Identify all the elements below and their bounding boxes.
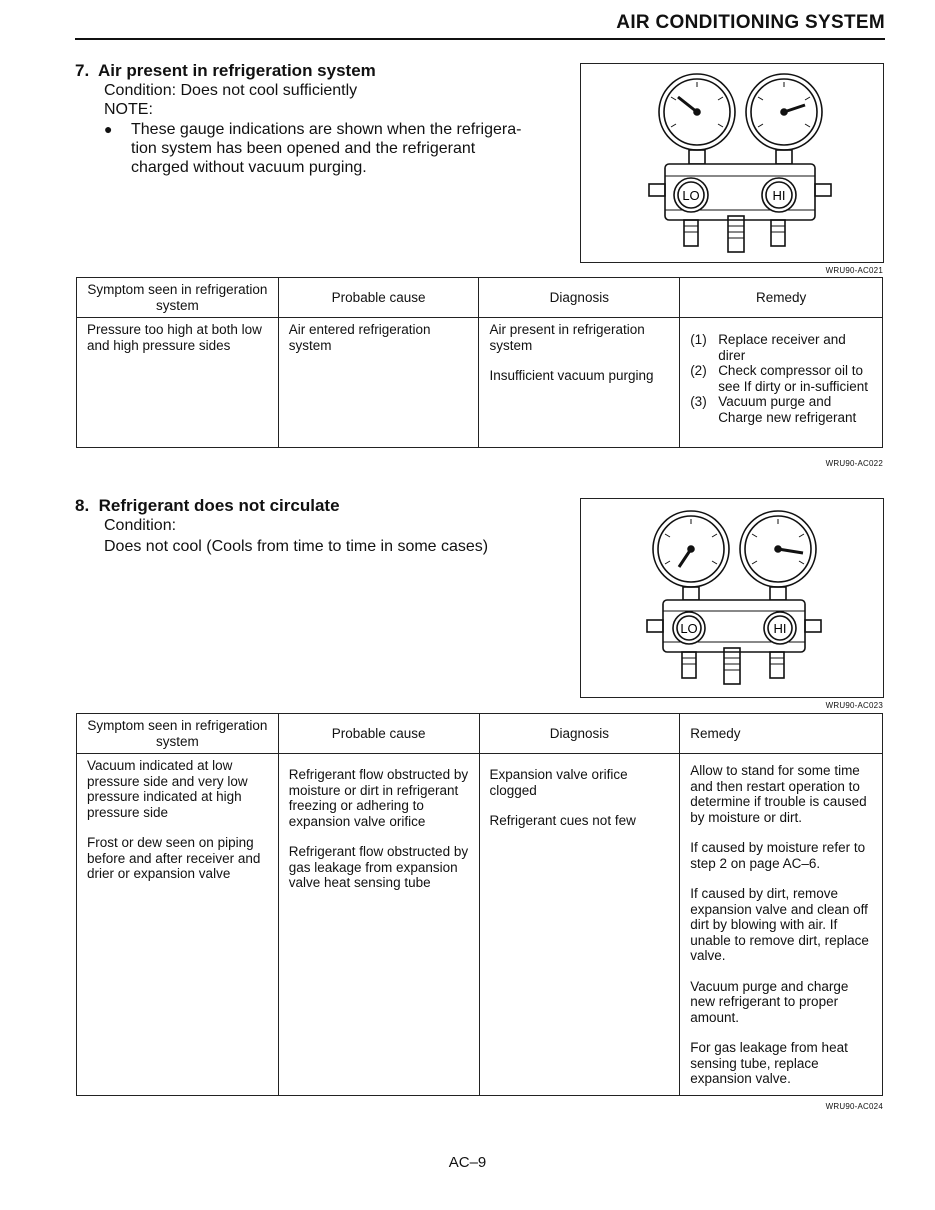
symptom-item: Frost or dew seen on piping before and after receiver and drier or expansion valve bbox=[87, 835, 261, 881]
cause-item: Refrigerant flow obstructed by moisture or dirt in refrigerant freezing or adhering to expansion valve orifice bbox=[288, 767, 469, 829]
header-remedy: Remedy bbox=[680, 278, 883, 318]
section8-condition-label: Condition: bbox=[104, 517, 177, 534]
lo-knob-label: LO bbox=[680, 621, 698, 636]
hi-knob-label: HI bbox=[773, 621, 787, 636]
remedy-item: Allow to stand for some time and then restart operation to determine if trouble is caused by moisture or dirt. bbox=[690, 763, 867, 825]
remedy-cell bbox=[680, 318, 883, 448]
diagnosis-table-2 bbox=[76, 713, 883, 1096]
diagnosis-item: Expansion valve orifice clogged bbox=[489, 767, 628, 798]
remedy-item: (2) Check compressor oil to see If dirty or in-sufficient bbox=[690, 363, 868, 394]
remedy-item: For gas leakage from heat sensing tube, replace expansion valve. bbox=[690, 1040, 848, 1086]
header-cause: Probable cause bbox=[278, 278, 479, 318]
gauge-figure-2 bbox=[580, 498, 884, 698]
header-symptom: Symptom seen in refrigeration system bbox=[77, 278, 279, 318]
header-cause: Probable cause bbox=[278, 714, 479, 754]
diagnosis-cell bbox=[479, 754, 680, 1096]
lo-knob-label: LO bbox=[682, 188, 700, 203]
remedy-item: If caused by moisture refer to step 2 on page AC–6. bbox=[690, 840, 866, 871]
table-code: WRU90-AC024 bbox=[825, 1102, 883, 1111]
cause-cell: Air entered refrigeration system bbox=[278, 318, 479, 448]
section8-heading bbox=[75, 496, 340, 516]
figure-code: WRU90-AC023 bbox=[825, 701, 883, 710]
section8-title: Refrigerant does not circulate bbox=[98, 496, 340, 515]
diagnosis-item: Air present in refrigeration system bbox=[489, 322, 645, 353]
table-header-row bbox=[77, 714, 883, 754]
gauge-figure-1 bbox=[580, 63, 884, 263]
table-row bbox=[77, 754, 883, 1096]
manifold-gauge-icon bbox=[581, 64, 883, 262]
table-row bbox=[77, 318, 883, 448]
diagnosis-cell bbox=[479, 318, 680, 448]
remedy-item: If caused by dirt, remove expansion valve and clean off dirt by blowing with air. If unable to remove dirt, replace valve. bbox=[690, 886, 869, 963]
note-line: tion system has been opened and the refrigerant bbox=[131, 140, 476, 157]
symptom-item: Vacuum indicated at low pressure side and very low pressure indicated at high pressure side bbox=[87, 758, 248, 820]
cause-cell bbox=[278, 754, 479, 1096]
table-code: WRU90-AC022 bbox=[825, 459, 883, 468]
symptom-cell bbox=[77, 754, 279, 1096]
section8-number: 8. bbox=[75, 496, 90, 515]
remedy-item: Vacuum purge and charge new refrigerant to proper amount. bbox=[690, 978, 849, 1025]
remedy-item: (3) Vacuum purge and Charge new refrigerant bbox=[690, 394, 857, 425]
symptom-cell: Pressure too high at both low and high pressure sides bbox=[77, 318, 279, 448]
header-diagnosis: Diagnosis bbox=[479, 278, 680, 318]
page-header-title: AIR CONDITIONING SYSTEM bbox=[616, 12, 885, 33]
section7-note-label: NOTE: bbox=[104, 101, 153, 118]
diagnosis-table-1 bbox=[76, 277, 883, 448]
section7-heading bbox=[75, 61, 376, 81]
bullet-icon: ● bbox=[104, 121, 113, 137]
diagnosis-item: Insufficient vacuum purging bbox=[489, 368, 654, 383]
remedy-item: (1) Replace receiver and direr bbox=[690, 332, 846, 363]
note-line: charged without vacuum purging. bbox=[131, 159, 367, 176]
cause-item: Refrigerant flow obstructed by gas leakage from expansion valve heat sensing tube bbox=[288, 844, 469, 890]
section7-note bbox=[104, 120, 549, 177]
page-number: AC–9 bbox=[448, 1154, 487, 1171]
note-line: These gauge indications are shown when the refrigera- bbox=[131, 121, 522, 138]
figure-code: WRU90-AC021 bbox=[825, 266, 883, 275]
header-diagnosis: Diagnosis bbox=[479, 714, 680, 754]
table-header-row bbox=[77, 278, 883, 318]
manifold-gauge-icon bbox=[581, 499, 883, 697]
section7-number: 7. bbox=[75, 61, 90, 80]
header-symptom: Symptom seen in refrigeration system bbox=[77, 714, 279, 754]
header-remedy: Remedy bbox=[680, 714, 883, 754]
section7-title: Air present in refrigeration system bbox=[98, 61, 376, 80]
remedy-cell bbox=[680, 754, 883, 1096]
hi-knob-label: HI bbox=[772, 188, 786, 203]
section8-condition: Does not cool (Cools from time to time in some cases) bbox=[104, 538, 489, 555]
diagnosis-item: Refrigerant cues not few bbox=[489, 813, 636, 828]
header-rule bbox=[75, 38, 885, 40]
section7-condition: Condition: Does not cool sufficiently bbox=[104, 82, 358, 99]
